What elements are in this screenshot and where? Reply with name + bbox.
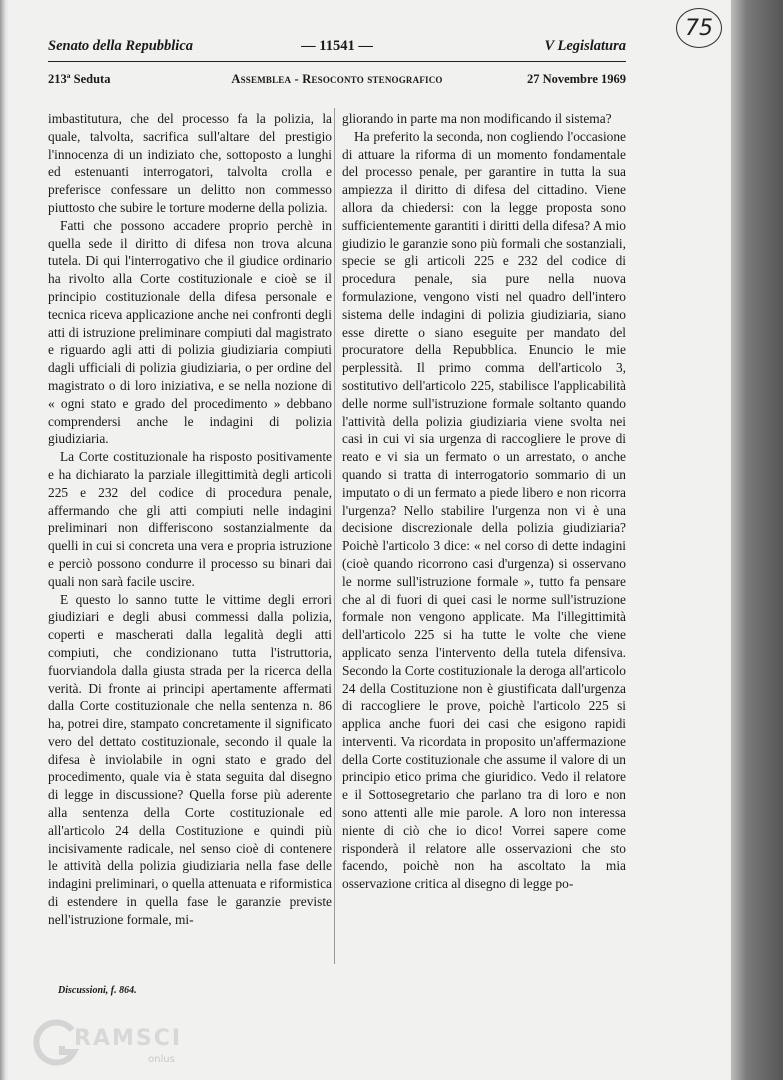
watermark-sub: onlus (148, 1054, 175, 1065)
paragraph: La Corte costituzionale ha risposto positivamente e ha dichiarato la parziale illegittimità degli articoli 225 e 232 del codice di procedura penale, affermando che gli atti compiuti nelle indagini preliminari non differiscono sostanzialmente da quelli in cui si concreta una vera e propria istruzione e perciò possono condurre il processo su binari dai quali non sarà facile uscire. (48, 449, 332, 589)
scan-shadow-left (0, 0, 6, 1080)
paragraph: imbastitutura, che del processo fa la polizia, la quale, talvolta, sacrifica sull'altare del prestigio l'innocenza di un indiziato che, sottoposto a lunghi ed estenuanti interrogatori, talvolta crolla e preferisce confessare un delitto non commesso piuttosto che subire le torture moderne della polizia. (48, 111, 332, 215)
header-date: 27 Novembre 1969 (526, 72, 626, 86)
watermark-name: RAMSCI (74, 1026, 183, 1051)
watermark (28, 1018, 248, 1068)
header-assembly: Assemblea - Resoconto stenografico (231, 72, 443, 86)
paragraph: Fatti che possono accadere proprio perchè in quella sede il diritto di difesa non trova alcuna tutela. Di qui l'interrogativo che il giudice ordinario ha rivolto alla Corte costituzionale e cioè se il principio costituzionale della difesa personale e tecnica riceva applicazione anche nei confronti degli atti di istruzione preliminare compiuti dal magistrato e riguardo agli atti di polizia giudiziaria compiuti dagli ufficiali di polizia giudiziaria, o per ordine del magistrato o di loro iniziativa, e se nella nozione di « ogni stato e grado del procedimento » debbano comprendersi anche le indagini di polizia giudiziaria. (48, 217, 332, 447)
header-senate: Senato della Repubblica (48, 38, 193, 54)
paragraph: gliorando in parte ma non modificando il sistema? (342, 111, 612, 126)
footnote-signature: Discussioni, f. 864. (58, 985, 137, 996)
scan-shadow-right (731, 0, 783, 1080)
header-session: 213ª Seduta (48, 72, 111, 86)
running-subheader (48, 72, 626, 90)
running-header (48, 38, 626, 60)
text-column-left (48, 110, 332, 929)
header-page-number: — 11541 — (301, 38, 373, 54)
paragraph: Ha preferito la seconda, non cogliendo l'occasione di attuare la riforma di un momento fondamentale del processo penale, per garantire in tutta la sua ampiezza il diritto di difesa del cittadino. Viene allora da chiedersi: con la legge proposta sono sufficientemente garantiti i diritti della difesa? A mio giudizio le garanzie sono più formali che sostanziali, specie se gli articoli 225 e 232 del codice di procedura penale, sia pure nella nuova formulazione, vengono visti nel quadro dell'intero sistema delle indagini di polizia giudiziaria, siano esse dirette o siano eseguite per mandato del procuratore della Repubblica. Enuncio le mie perplessità. Il primo comma dell'articolo 3, sostitutivo dell'articolo 225, stabilisce l'applicabilità delle norme sull'istruzione formale soltanto quando l'attività della polizia giudiziaria viene svolta nei casi in cui vi sia urgenza di raccogliere le prove di reato e vi sia un fermato o un arrestato, o anche quando si tratta di interrogatorio sommario di un imputato o di un fermato a piede libero e non ricorra l'urgenza? Nello stabilire l'urgenza non vi è una decisione discrezionale della polizia giudiziaria? Poichè l'articolo 3 dice: « nel corso di dette indagini (cioè quando ricorrono casi d'urgenza) si osservano le norme sull'istruzione formale », tutto fa pensare che al di fuori di quei casi le norme sull'istruzione formale non vengono applicate. Ma l'illegittimità dell'articolo 225 si ha tutte le volte che viene applicato senza l'intervento della tutela difensiva. Secondo la Corte costituzionale la deroga all'articolo 24 della Costituzione non è giustificata dall'urgenza di raccogliere le prove, poichè l'articolo 225 si applica anche fuori dei casi che esigono rapidi interventi. Va ricordata in proposito un'affermazione della Corte costituzionale che assume il valore di un principio etico prima che giuridico. Vedo il relatore e il Sottosegretario che parlano tra di loro e non sono attenti alle mie parole. A loro non interessa niente di ciò che io dico! Vorrei sapere come risponderà il relatore alle osservazioni che sto facendo, poichè non ha ascoltato la mia osservazione critica al disegno di legge po- (342, 128, 626, 892)
header-rule (48, 61, 626, 62)
handwritten-folio-number: 75 (676, 8, 722, 48)
column-divider (334, 108, 335, 964)
text-column-right (342, 110, 626, 893)
header-legislature: V Legislatura (544, 38, 626, 54)
paragraph: E questo lo sanno tutte le vittime degli errori giudiziari e degli abusi commessi dalla polizia, coperti e mascherati dalla legalità degli atti compiuti, che condizionano tutta l'istruttoria, fuorviandola dalla giusta strada per la ricerca della verità. Di fronte ai principi apertamente affermati dalla Corte costituzionale che nella sentenza n. 86 ha, potrei dire, stampato concretamente il significato vero del dettato costituzionale, secondo il quale la difesa è inviolabile in ogni stato e grado del procedimento, quale via è stata seguita dal disegno di legge in discussione? Quella forse più aderente alla sentenza della Corte costituzionale ed all'articolo 24 della Costituzione e quindi più incisivamente radicale, nel senso cioè di contenere le attività della polizia giudiziaria nella fase delle indagini preliminari, o quella attenuata e riformistica di estendere in quella fase le garanzie previste nell'istruzione formale, mi- (48, 591, 332, 927)
